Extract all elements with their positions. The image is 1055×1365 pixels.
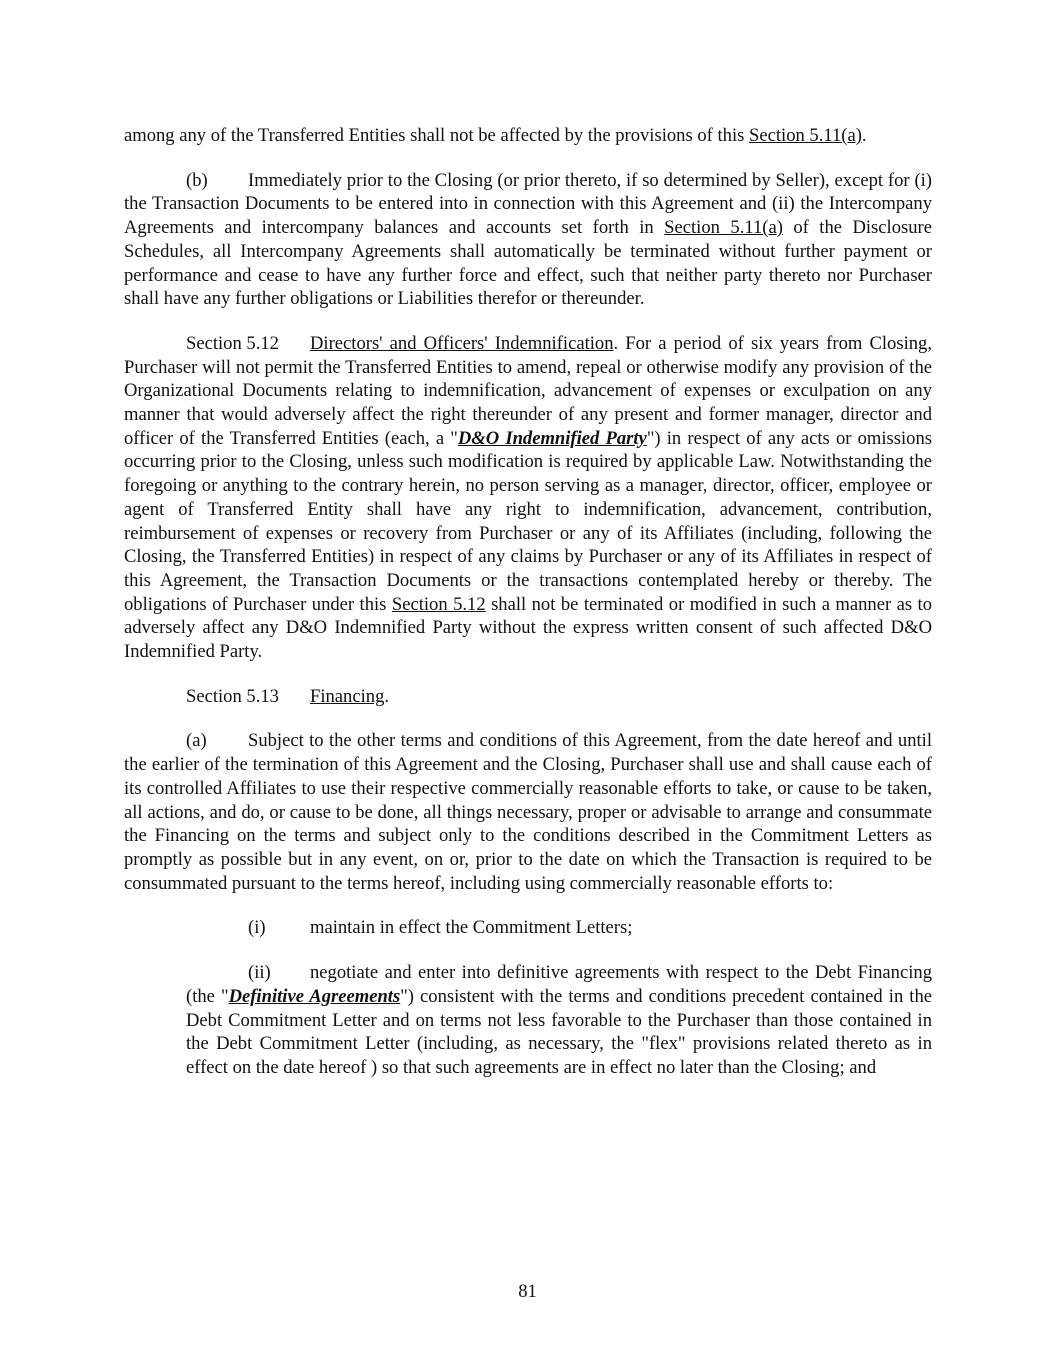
section-number: Section 5.12 <box>186 332 279 354</box>
paragraph-text: . For a period of six years from Closing, Purchaser will not permit the Transferred Entities to amend, repeal or otherwise modify any provision of the Organizational Documents relating to indemnification, advancement of expenses or exculpation on any manner that would adversely affect the right thereunder of any present and former manager, director and officer of the Transferred Entities (each, a " <box>124 332 932 449</box>
list-item-text: ") consistent with the terms and conditions precedent contained in the Debt Commitment Letter and on terms not less favorable to the Purchaser than those contained in the Debt Commitment Letter (including, as necessary, the "flex" provisions related thereto as in effect on the date hereof ) so that such agreements are in effect no later than the Closing; and <box>186 985 933 1078</box>
defined-term: D&O Indemnified Party <box>457 427 647 449</box>
section-5-12-paragraph <box>124 332 932 664</box>
section-reference: Section 5.12 <box>391 593 486 615</box>
paragraph-a <box>124 729 932 895</box>
paragraph-text: Immediately prior to the Closing (or prior thereto, if so determined by Seller), except for (i) the Transaction Documents to be entered into in connection with this Agreement and (ii) the Intercompany Agreements and intercompany balances and accounts set forth in <box>124 169 932 239</box>
list-item-ii <box>186 961 932 1080</box>
paragraph-text: of the Disclosure Schedules, all Intercompany Agreements shall automatically be terminated without further payment or performance and cease to have any further force and effect, such that neither party thereto nor Purchaser shall have any further obligations or Liabilities therefor or thereunder. <box>124 217 932 310</box>
list-item-label: (ii) <box>248 962 271 984</box>
section-reference: Section 5.11(a) <box>664 217 783 239</box>
section-number: Section 5.13 <box>186 685 279 707</box>
paragraph-b <box>124 169 932 311</box>
section-5-13-heading <box>124 685 932 709</box>
section-heading: Financing <box>310 685 385 707</box>
list-item-label: (i) <box>248 917 266 939</box>
document-page <box>124 124 932 1080</box>
section-reference: Section 5.11(a) <box>749 125 862 146</box>
paragraph-text: among any of the Transferred Entities shall not be affected by the provisions of this <box>124 125 750 146</box>
paragraph-label: (a) <box>186 730 207 752</box>
paragraph-label: (b) <box>186 169 208 191</box>
paragraph-text: . <box>384 685 390 707</box>
list-item-i <box>186 916 932 940</box>
section-heading: Directors' and Officers' Indemnification <box>310 332 614 354</box>
paragraph-text: ") in respect of any acts or omissions occurring prior to the Closing, unless such modification is required by applicable Law. Notwithstanding the foregoing or anything to the contrary herein, no person serving as a manager, director, officer, employee or agent of Transferred Entity shall have any right to indemnification, advancement, contribution, reimbursement of expenses or recovery from Purchaser or any of its Affiliates (including, following the Closing, the Transferred Entities) in respect of any claims by Purchaser or any of its Affiliates in respect of this Agreement, the Transaction Documents or the transactions contemplated hereby or thereby. The obligations of Purchaser under this <box>124 427 932 615</box>
paragraph-text: shall not be terminated or modified in such a manner as to adversely affect any D&O Indemnified Party without the express written consent of such affected D&O Indemnified Party. <box>124 593 932 663</box>
defined-term: Definitive Agreements <box>228 985 401 1007</box>
paragraph-text: . <box>861 125 867 146</box>
page-number: 81 <box>518 1281 537 1302</box>
list-item-text: maintain in effect the Commitment Letters; <box>310 917 633 939</box>
list-item-text: negotiate and enter into definitive agreements with respect to the Debt Financing (the " <box>186 962 932 1007</box>
paragraph-continuation <box>124 124 932 148</box>
paragraph-text: Subject to the other terms and conditions of this Agreement, from the date hereof and until the earlier of the termination of this Agreement and the Closing, Purchaser shall use and shall cause each of its controlled Affiliates to use their respective commercially reasonable efforts to take, or cause to be taken, all actions, and do, or cause to be done, all things necessary, proper or advisable to arrange and consummate the Financing on the terms and subject only to the conditions described in the Commitment Letters as promptly as possible but in any event, on or, prior to the date on which the Transaction is required to be consummated pursuant to the terms hereof, including using commercially reasonable efforts to: <box>124 730 932 894</box>
